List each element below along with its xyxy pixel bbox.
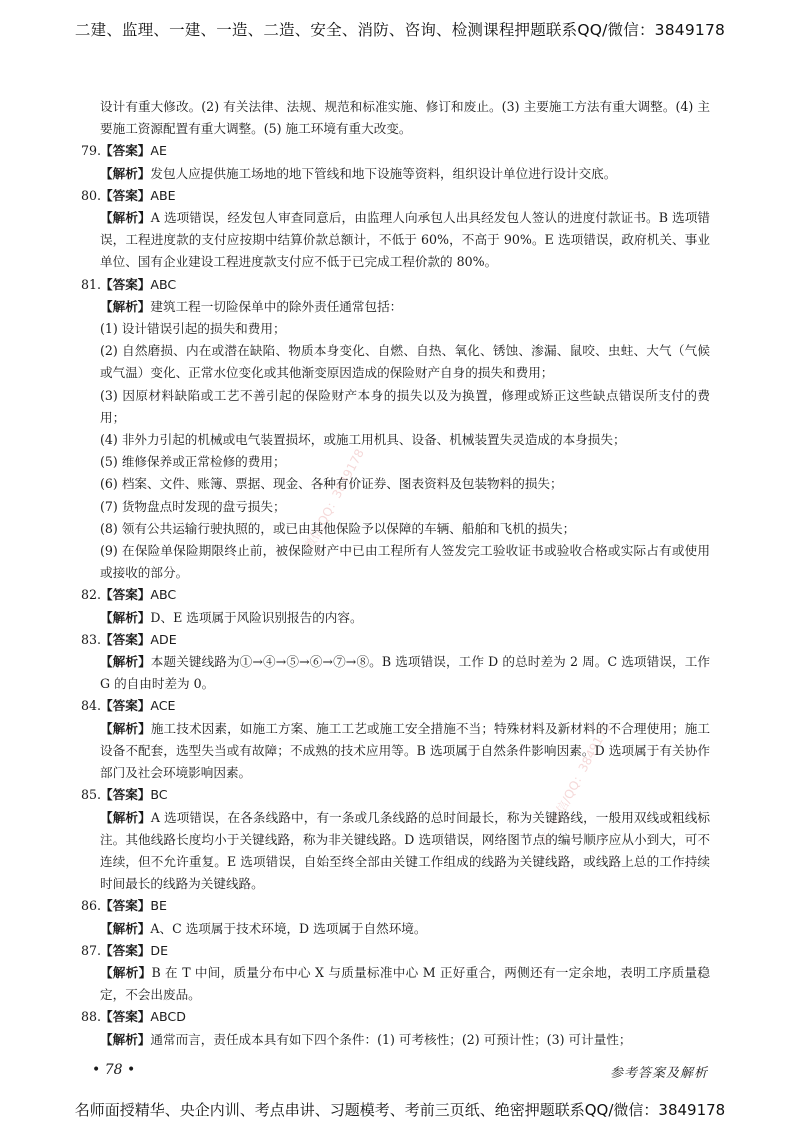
list-item: (7) 货物盘点时发现的盘亏损失；	[100, 498, 286, 514]
header-banner: 二建、监理、一建、一造、二造、安全、消防、咨询、检测课程押题联系QQ/微信：3849178	[74, 21, 726, 39]
list-item: (1) 设计错误引起的损失和费用；	[100, 321, 286, 337]
question-84: 84. 【答案】ACE 【解析】施工技术因素，如施工方案、施工工艺或施工安全措施不当；特殊材料及新材料的不合理使用；施工设备不配套，选型失当或有故障；不成熟的技术应用等。B 选项属于自然条件影响因素。D 选项属于有关协作部门及社会环境影响因素。	[81, 698, 711, 781]
question-81: 81. 【答案】ABC 【解析】建筑工程一切险保单中的除外责任通常包括： (1) 设计错误引起的损失和费用； (2) 自然磨损、内在或潜在缺陷、物质本身变化、自燃、自热、氧化、锈蚀、渗漏、鼠咬、虫蛀、大气（气候或气温）变化、正常水位变化或其他渐变原因造成的保险财产自身的损失和费用； (3) 因原材料缺陷或工艺不善引起的保险财产本身的损失以及为换置，修理或矫正这些缺点错误所支付的费用； (4) 非外力引起的机械或电气装置损坏，或施工用机具、设备、机械装置失灵造成的本身损失； (5) 维修保养或正常检修的费用； (6) 档案、文件、账簿、票据、现金、各种有价证券、图表资料及包装物料的损失； (7) 货物盘点时发现的盘亏损失； (8) 领有公共运输行驶执照的，或已由其他保险予以保障的车辆、船舶和飞机的损失； (9) 在保险单保险期限终止前，被保险财产中已由工程所有人签发完工验收证书或验收合格或实际占有或使用或接收的部分。	[100, 274, 710, 585]
question-83: 83. 【答案】ADE 【解析】本题关键线路为①→④→⑤→⑥→⑦→⑧。B 选项错误，工作 D 的总时差为 2 周。C 选项错误，工作 G 的自由时差为 0。	[81, 631, 711, 692]
list-item: (4) 非外力引起的机械或电气装置损坏，或施工用机具、设备、机械装置失灵造成的本身损失；	[100, 432, 626, 448]
question-82: 82. 【答案】ABC 【解析】D、E 选项属于风险识别报告的内容。	[81, 587, 363, 625]
page-number: • 78 •	[92, 1062, 136, 1078]
question-80: 80. 【答案】ABE 【解析】A 选项错误，经发包人审查同意后，由监理人向承包人出具经发包人签认的进度付款证书。B 选项错误，工程进度款的支付应按期中结算价款总额计，不低于 60%，不高于 90%。E 选项错误，政府机关、事业单位、国有企业建设工程进度款支付应不低于已完成工程价款的 80%。	[81, 187, 711, 270]
answer-content	[81, 96, 711, 1051]
list-item: (5) 维修保养或正常检修的费用；	[100, 454, 286, 470]
watermark-left: 微信/QQ：3849178	[301, 446, 367, 553]
list-item: (2) 自然磨损、内在或潜在缺陷、物质本身变化、自燃、自热、氧化、锈蚀、渗漏、鼠咬、虫蛀、大气（气候或气温）变化、正常水位变化或其他渐变原因造成的保险财产自身的损失和费用；	[100, 343, 710, 381]
list-item: (3) 因原材料缺陷或工艺不善引起的保险财产本身的损失以及为换置，修理或矫正这些缺点错误所支付的费用；	[100, 387, 710, 425]
list-item: (6) 档案、文件、账簿、票据、现金、各种有价证券、图表资料及包装物料的损失；	[100, 476, 563, 492]
question-85: 85. 【答案】BC 【解析】A 选项错误，在各条线路中，有一条或几条线路的总时间最长，称为关键路线，一般用双线或粗线标注。其他线路长度均小于关键线路，称为非关键线路。D 选项错误，网络图节点的编号顺序应从小到大，可不连续，但不允许重复。E 选项错误，自始至终全部由关键工作组成的线路为关键线路，或线路上总的工作持续时间最长的线路为关键线路。	[81, 787, 711, 892]
watermark-right: 唯一微信/QQ：3849178	[536, 720, 614, 848]
question-87: 87. 【答案】DE 【解析】B 在 T 中间，质量分布中心 X 与质量标准中心 M 正好重合，两侧还有一定余地，表明工序质量稳定，不会出废品。	[81, 942, 711, 1003]
list-item: (8) 领有公共运输行驶执照的，或已由其他保险予以保障的车辆、船舶和飞机的损失；	[100, 520, 576, 536]
footer-banner: 名师面授精华、央企内训、考点串讲、习题模考、考前三页纸、绝密押题联系QQ/微信：3849178	[74, 1101, 726, 1119]
list-item: (9) 在保险单保险期限终止前，被保险财产中已由工程所有人签发完工验收证书或验收合格或实际占有或使用或接收的部分。	[100, 543, 710, 581]
question-88: 88. 【答案】ABCD 【解析】通常而言，责任成本具有如下四个条件：(1) 可考核性；(2) 可预计性；(3) 可计量性；	[81, 1009, 632, 1047]
carryover-paragraph: 设计有重大修改。(2) 有关法律、法规、规范和标准实施、修订和废止。(3) 主要施工方法有重大调整。(4) 主要施工资源配置有重大调整。(5) 施工环境有重大改变。	[100, 99, 710, 137]
section-title: 参考答案及解析	[609, 1066, 708, 1081]
question-86: 86. 【答案】BE 【解析】A、C 选项属于技术环境，D 选项属于自然环境。	[81, 898, 427, 936]
question-79: 79. 【答案】AE 【解析】发包人应提供施工场地的地下管线和地下设施等资料，组织设计单位进行设计交底。	[81, 143, 617, 181]
